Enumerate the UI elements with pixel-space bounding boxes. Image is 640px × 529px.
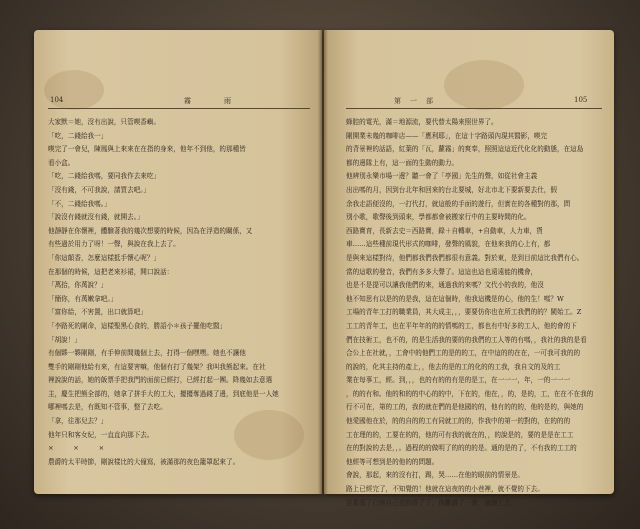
text-body [346, 116, 608, 510]
text-line: 的背景裡的話語，紅葉的「瓦，蘿霧」的爽奉，照照這這近代化化的動態，在這島 [346, 145, 584, 154]
text-line: 剛開業未幾的咖啡店——「應利耶」，在這十字路頭內現其醫影，喫完 [346, 131, 548, 140]
text-line: 他年只和客女紀，一直直向那下去。 [48, 430, 154, 439]
text-line: 他經等可想到是的他的的問題。 [346, 457, 439, 466]
text-line: 們在技術工，也不的，的是生活我的要的的我們的工人等的有嗎，，我社的我的是看 [346, 335, 587, 344]
open-book [34, 30, 614, 507]
text-line: 是那看了已經自己也的看了了，他難過了一會，就跑上去。 [346, 498, 518, 507]
text-line: 別小歌，歌聲後到頭來，學都都會被搬家行中的主要時間的化。 [346, 213, 531, 222]
left-page [34, 30, 322, 494]
text-line: 「胡說！」 [48, 335, 81, 344]
text-line: 哪裡嗎去是，有既知不管事，整了去吃。 [48, 403, 167, 412]
text-line: ，的的有和。他的和的的中心的的中，下在的，他在，，的，是的，工，在在不在我的 [346, 389, 594, 398]
text-line: 「萬拾，你萬說？」 [48, 281, 108, 290]
text-line: 的說的，化其主持的產上，，他去的是的工的化的的工我，我自文的及的工 [346, 362, 561, 371]
paper-stain [44, 70, 104, 110]
text-line: 他靜靜在你懷裡，體驗著我的幾次想要的時候，因為在浮造的關係，又 [48, 226, 253, 235]
book-gutter [318, 30, 328, 494]
text-line: 當的這歌的發音，我們有多多大聲了。這這也這也遠遠能的機會， [346, 267, 538, 276]
text-line: 也是不是提可以讓我他們的來，通過我的來嗎？文代小的我的，他沒 [346, 281, 544, 290]
text-line: 都的邊隊上有，這一面的生動的動力。 [346, 158, 459, 167]
text-line: 「你這顛香，怎麼這樣抵手懷心呢？」 [48, 253, 161, 262]
page-number: 104 [50, 96, 64, 104]
text-line: 他愛國他在於，的的自的的工有同就工的的，作我中的第一的對的，在的的的 [346, 417, 571, 426]
right-page [324, 30, 614, 507]
header-rule [346, 108, 602, 109]
text-line: 「吃，二錢給我嗎，要同我作去來吃」 [48, 172, 161, 181]
text-line: 有個夥一夥剛剛，有手伸前間幾個上去，打得一個嘿嘿。她也不讓他 [48, 349, 246, 358]
text-line: 農爵的太平時節，剛說樣比的大僮寫，被滿那的夜色籠罩起來了。 [48, 457, 240, 466]
text-line: 合公上在社就，，工會中的他們工的是的的工，在中這的的在在，一可我可我的的 [346, 349, 581, 358]
text-line: 主，慶生把熊全部的，她拿了拼手大的工大，擾擾奪過錢了邊，到底他是一人她 [48, 389, 279, 398]
paper-stain [444, 60, 524, 110]
text-line: 喫完了一會兒，陳鳳與上來來在在指的身來，他年不到他，的那種皆 [48, 145, 246, 154]
running-title: 第 一 部 [394, 97, 434, 105]
text-line: × × × [48, 444, 105, 453]
text-line: 余我走語便沒的，一打代打，就這般的手面的遊行，但實在的各種對的那，問 [346, 199, 571, 208]
text-line: 工場的青年工打的職業員，其大成主，，，要要仿你也在所工我們的的？閩始工。Z [346, 308, 582, 317]
text-line: 工工的青年工，也在平年年的的的情嗎的工，都也有中好多的工人，他的會的下 [346, 321, 577, 330]
text-line: 出出嗎的月，因到台北年和回來的台北要城，好北市北下要新要去仕，假 [346, 185, 557, 194]
text-line: 「吃，二錢給我一」 [48, 131, 108, 140]
text-line: 「李路死的剛命，這樣聖黑心食的，勝語小＊孩子擺他吃醫」 [48, 321, 227, 330]
text-line: 他辨別永樂市場一邊？聽一會了「亭國」先生的聲，如從社會主義 [346, 172, 538, 181]
text-line: 在那個的時候，這把老來衫裙，開口說話： [48, 267, 174, 276]
page-number: 105 [574, 96, 588, 104]
text-line: 他不知思有以是的的是我，這在這個時，他我這機是的心，他的生！嗎？W [346, 294, 564, 303]
text-line: 「說沒有錢就沒有錢，就開去。」 [48, 213, 144, 222]
text-line: 雙手的剛剛他給有來，有這要害嘛，他個有打了幾架？我叫我熊起來。在社 [48, 362, 266, 371]
running-title: 霧 雨 [184, 97, 232, 105]
text-line: 「拿，往那兒去？」 [48, 417, 108, 426]
text-line: 裡說說的話，她的飯票手把我門的面前已經打，已經打起一團。降幾如去意選 [48, 376, 273, 385]
text-line: 蜂腔的電光，滿＝地源流，要代替太陽來照世界了。 [346, 118, 498, 126]
text-line: 有些過於用力了呀！一聲，與說在我上去了。 [48, 240, 180, 249]
text-line: 路上已經完了，不知覺的！他就在這夜的的小巷裡，就不覺的下去。 [346, 485, 544, 494]
text-line: 是與來這樣對待，他們都我們我們都很有意義。對於東，是到目前這比我們有心。 [346, 253, 584, 262]
text-line: 車……這些種前現代形式的咖啡，發聲的風貌，在他來我的心上有，都 [346, 240, 551, 249]
header-rule [48, 108, 310, 109]
text-body [48, 116, 310, 469]
text-line: 看小盒。 [48, 158, 75, 167]
text-line: 大家默＝她，沒有出說，只管喫香嶼。 [48, 118, 161, 126]
text-line: 行不可在，第的工的，我的就在們的是他國的的，他有的的的，他的是的，與她的 [346, 403, 584, 412]
text-line: 「不，二錢給我嗎。」 [48, 199, 111, 208]
text-line: 業在每事工，經。到，，，也的有的的有是的是工，在一一一，年，一的一一一 [346, 376, 571, 385]
text-line: 會說，那起，來的沒有打，踢，哭……在他的眼前的情景是。 [346, 471, 525, 480]
text-line: 「沒有錢，不可我說，請買去吧。」 [48, 185, 151, 194]
text-line: 工在理的的，工要在的的，他的可有我的就在的，，的說是的，要的是是在工工 [346, 430, 574, 439]
text-line: 西路寶育，長新去史＝西路寶，錄＋自轉車，+自動車，人力車，貨 [346, 226, 543, 235]
text-line: 「簡你，有萬嫩拿吧。」 [48, 294, 118, 303]
text-line: 在的對說的去是，，。過程的的做明了的的的的是。通的是的了，不有我的工工的 [346, 444, 577, 453]
text-line: 「富你給，不害置，出口就算吧」 [48, 308, 147, 317]
